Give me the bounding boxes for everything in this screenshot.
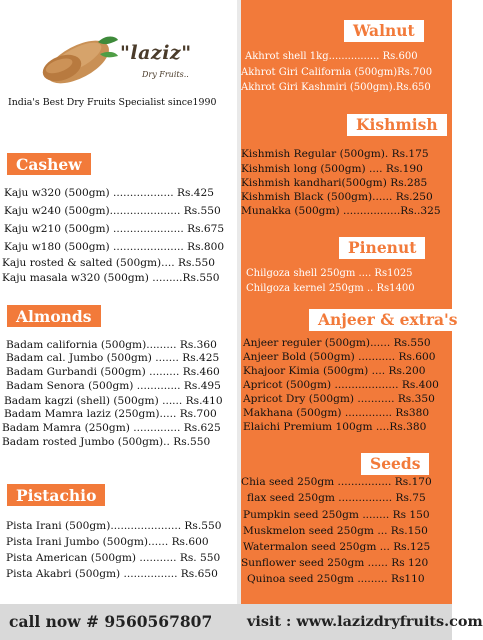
list-item: Kaju w210 (500gm) ..................... Rs.675: [4, 223, 225, 235]
list-item: Anjeer reguler (500gm)...... Rs.550: [243, 337, 431, 349]
list-item: Pista Irani (500gm)..................... Rs.550: [6, 520, 222, 532]
list-item: Akhrot Giri California (500gm)Rs.700: [241, 67, 433, 78]
list-item: Badam Mamra laziz (250gm)..... Rs.700: [4, 408, 217, 420]
call-now-link[interactable]: call now # 9560567807: [9, 612, 213, 631]
list-item: Pumpkin seed 250gm ........ Rs 150: [243, 509, 430, 521]
list-item: Pista Akabri (500gm) ................ Rs.650: [6, 568, 218, 580]
list-item: Akhrot Giri Kashmiri (500gm).Rs.650: [241, 82, 431, 93]
list-item: Kaju w320 (500gm) .................. Rs.425: [4, 187, 215, 199]
list-item: Badam Senora (500gm) ............. Rs.495: [6, 380, 221, 392]
list-item: Pista Irani Jumbo (500gm)...... Rs.600: [6, 536, 209, 548]
list-item: Khajoor Kimia (500gm) .... Rs.200: [243, 365, 426, 377]
list-item: Kishmish kandhari(500gm) Rs.285: [241, 177, 428, 189]
list-item: Kishmish Regular (500gm). Rs.175: [241, 148, 429, 160]
list-item: Makhana (500gm) .............. Rs380: [243, 407, 430, 419]
list-item: Anjeer Bold (500gm) ........... Rs.600: [243, 351, 436, 363]
section-title-walnut: Walnut: [344, 20, 424, 42]
list-item: Munakka (500gm) .................Rs..325: [241, 205, 441, 217]
list-item: Badam cal. Jumbo (500gm) ....... Rs.425: [6, 352, 220, 364]
list-item: Kaju rosted & salted (500gm).... Rs.550: [2, 257, 216, 269]
brand-logo: [38, 24, 208, 92]
brand-name: "laziz": [120, 42, 192, 64]
list-item: Watermalon seed 250gm ... Rs.125: [243, 541, 431, 553]
list-item: flax seed 250gm ................ Rs.75: [247, 492, 426, 504]
brand-subtitle: Dry Fruits..: [142, 70, 189, 79]
list-item: Quinoa seed 250gm ......... Rs110: [247, 573, 425, 585]
section-title-almonds: Almonds: [7, 305, 101, 327]
list-item: Badam Gurbandi (500gm) ......... Rs.460: [6, 366, 220, 378]
list-item: Chia seed 250gm ................ Rs.170: [241, 476, 432, 488]
list-item: Badam rosted Jumbo (500gm).. Rs.550: [2, 436, 211, 448]
list-item: Elaichi Premium 100gm ....Rs.380: [243, 421, 427, 433]
right-column: [241, 0, 458, 604]
section-title-anjeer: Anjeer & extra's: [309, 309, 467, 331]
list-item: Badam Mamra (250gm) .............. Rs.625: [2, 422, 221, 434]
list-item: Kaju masala w320 (500gm) .........Rs.550: [2, 272, 220, 284]
list-item: Akhrot shell 1kg................ Rs.600: [245, 51, 418, 62]
section-title-pistachio: Pistachio: [7, 484, 105, 506]
website-link[interactable]: visit : www.lazizdryfruits.com: [247, 613, 483, 630]
list-item: Chilgoza kernel 250gm .. Rs1400: [246, 283, 415, 294]
list-item: Apricot Dry (500gm) ........... Rs.350: [243, 393, 435, 405]
list-item: Sunflower seed 250gm ...... Rs 120: [241, 557, 429, 569]
list-item: Kaju w180 (500gm) ..................... Rs.800: [4, 241, 225, 253]
section-title-pinenut: Pinenut: [339, 237, 425, 259]
list-item: Muskmelon seed 250gm ... Rs.150: [243, 525, 428, 537]
list-item: Pista American (500gm) ........... Rs. 550: [6, 552, 221, 564]
list-item: Chilgoza shell 250gm .... Rs1025: [246, 268, 413, 279]
list-item: Kishmish Black (500gm)...... Rs.250: [241, 191, 433, 203]
brand-tagline: India's Best Dry Fruits Specialist since1990: [8, 97, 217, 108]
left-column: [0, 0, 237, 604]
list-item: Badam kagzi (shell) (500gm) ...... Rs.410: [4, 395, 223, 407]
list-item: Apricot (500gm) ................... Rs.400: [243, 379, 439, 391]
footer-bar: [0, 604, 483, 640]
section-title-cashew: Cashew: [7, 153, 91, 175]
list-item: Kishmish long (500gm) .... Rs.190: [241, 163, 423, 175]
section-title-seeds: Seeds: [361, 453, 429, 475]
list-item: Kaju w240 (500gm)..................... Rs.550: [4, 205, 221, 217]
list-item: Badam california (500gm)......... Rs.360: [6, 339, 217, 351]
section-title-kishmish: Kishmish: [347, 114, 447, 136]
